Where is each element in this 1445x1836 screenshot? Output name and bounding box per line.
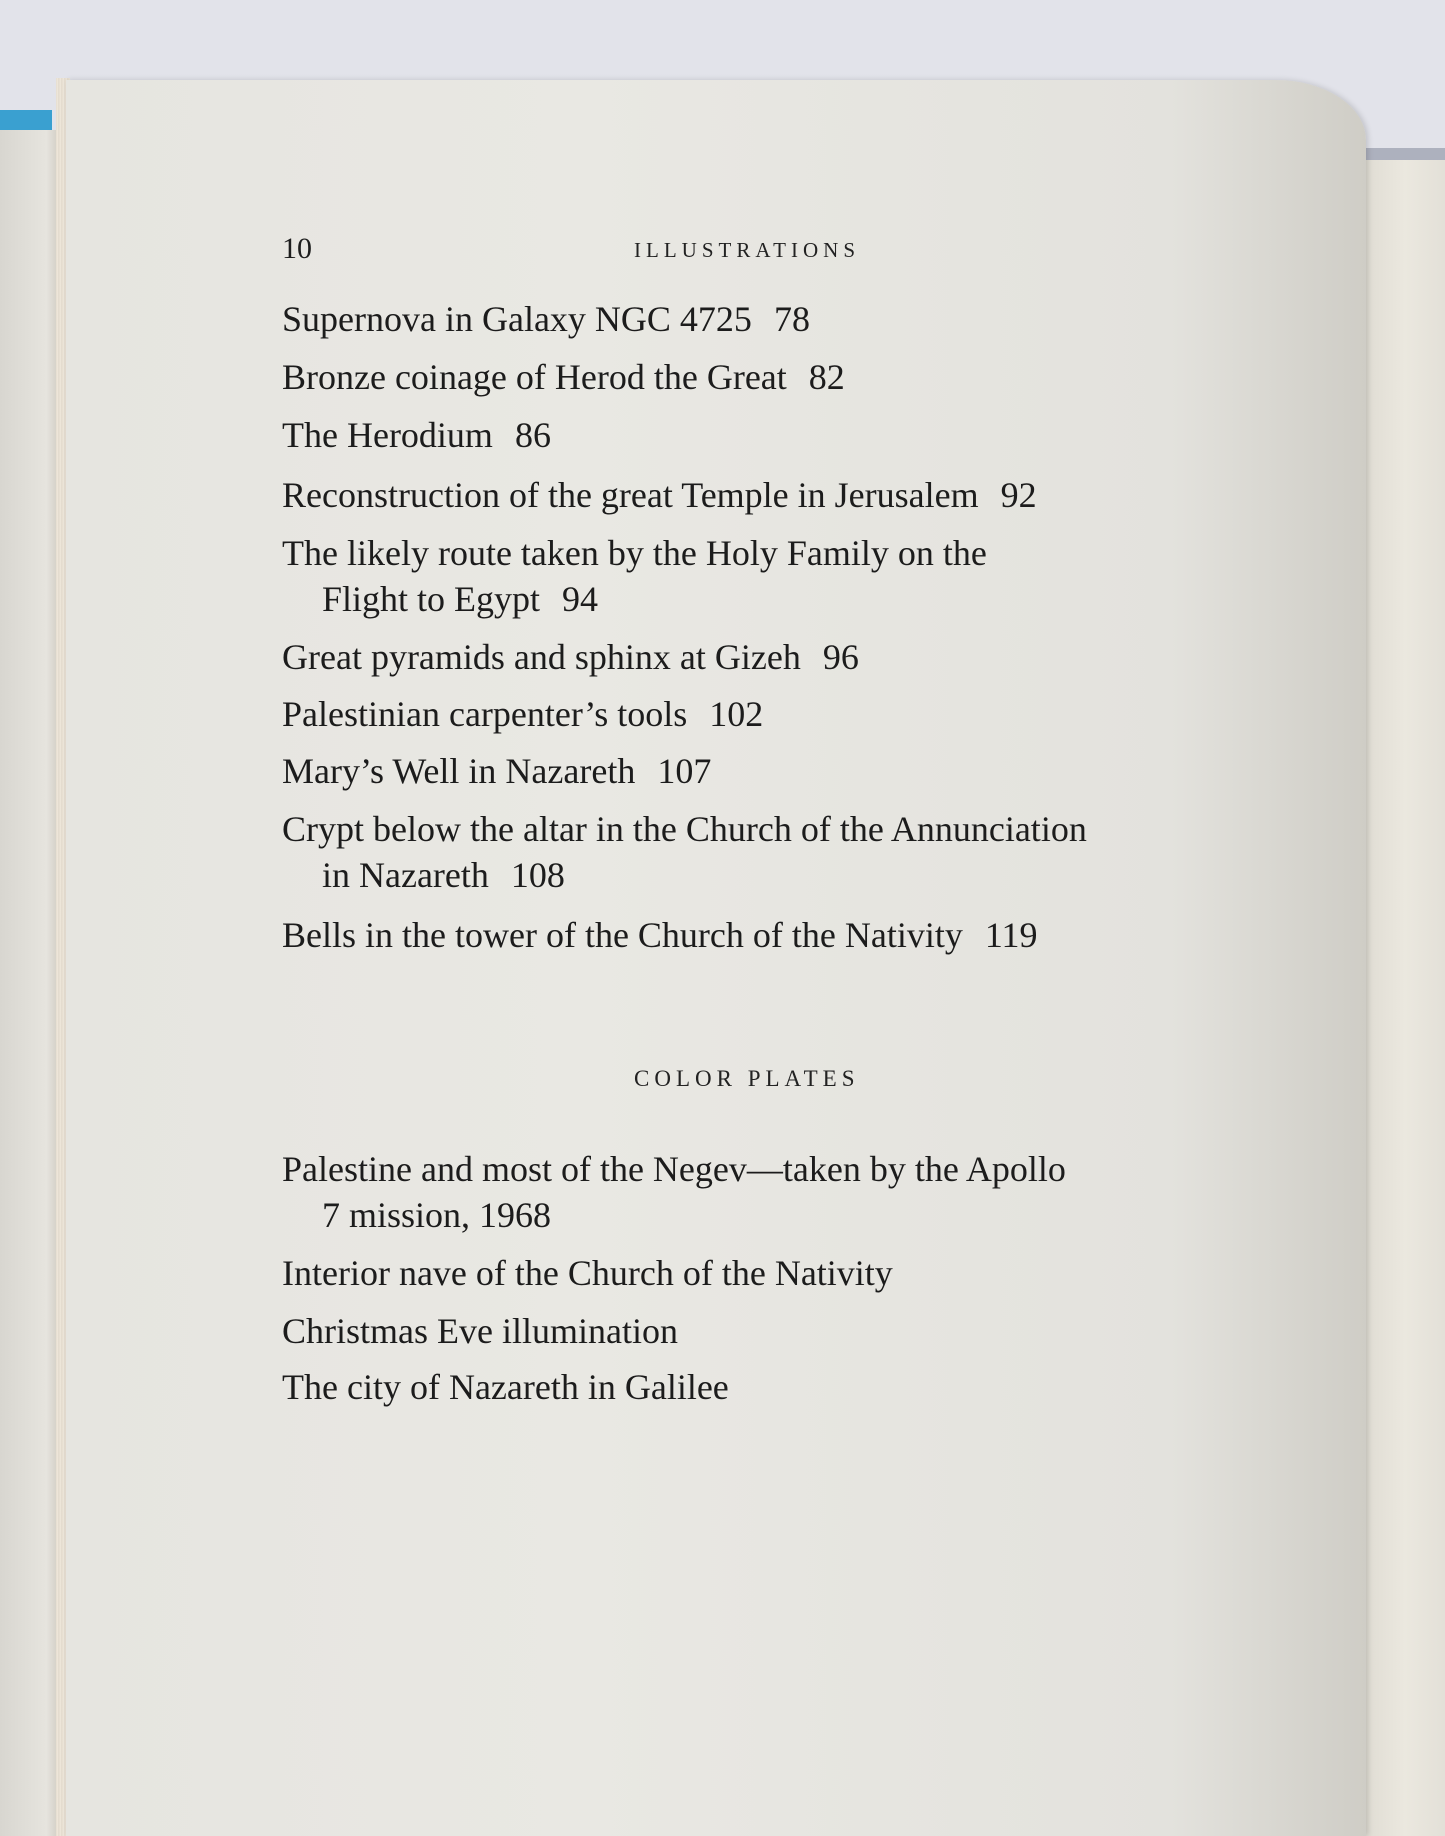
color-plates-heading: COLOR PLATES xyxy=(634,1066,860,1091)
list-item xyxy=(282,691,763,737)
entry-title: The likely route taken by the Holy Family on the xyxy=(282,533,987,573)
list-item xyxy=(282,1250,893,1296)
entry-page: 102 xyxy=(709,694,764,734)
entry-title-continued: Flight to Egypt xyxy=(322,579,541,619)
entry-page: 94 xyxy=(562,579,599,619)
entry-title: Bronze coinage of Herod the Great xyxy=(282,357,787,397)
entry-title: The Herodium xyxy=(282,415,493,455)
list-item xyxy=(282,296,810,342)
book-page xyxy=(66,80,1366,1836)
running-head: ILLUSTRATIONS xyxy=(634,238,860,262)
entry-page: 86 xyxy=(514,415,551,455)
plate-title: Palestine and most of the Negev—taken by the Apollo xyxy=(282,1149,1066,1189)
list-item xyxy=(282,1364,729,1410)
entry-title: Crypt below the altar in the Church of the Annunciation xyxy=(282,809,1087,849)
entry-title: Reconstruction of the great Temple in Jerusalem xyxy=(282,475,979,515)
plate-title-continued: 7 mission, 1968 xyxy=(322,1195,552,1235)
list-item xyxy=(282,1308,678,1354)
plate-title: The city of Nazareth in Galilee xyxy=(282,1367,729,1407)
entry-page: 82 xyxy=(808,357,845,397)
entry-page: 119 xyxy=(984,915,1038,955)
plate-title: Interior nave of the Church of the Nativity xyxy=(282,1253,893,1293)
list-item xyxy=(282,530,987,622)
entry-page: 92 xyxy=(1000,475,1037,515)
list-item xyxy=(282,412,551,458)
entry-title: Great pyramids and sphinx at Gizeh xyxy=(282,637,801,677)
entry-page: 78 xyxy=(773,299,810,339)
list-item xyxy=(282,354,845,400)
list-item xyxy=(282,1146,1066,1238)
entry-title-continued: in Nazareth xyxy=(322,855,489,895)
plate-title: Christmas Eve illumination xyxy=(282,1311,678,1351)
entry-title: Bells in the tower of the Church of the Nativity xyxy=(282,915,963,955)
list-item xyxy=(282,472,1037,518)
list-item xyxy=(282,748,711,794)
list-item xyxy=(282,634,859,680)
list-item xyxy=(282,912,1038,958)
entry-page: 108 xyxy=(510,855,565,895)
entry-page: 96 xyxy=(822,637,859,677)
list-item xyxy=(282,806,1087,898)
entry-title: Supernova in Galaxy NGC 4725 xyxy=(282,299,752,339)
entry-title: Palestinian carpenter’s tools xyxy=(282,694,688,734)
previous-page-stack xyxy=(0,130,58,1836)
bookmark-ribbon xyxy=(0,110,52,130)
entry-title: Mary’s Well in Nazareth xyxy=(282,751,636,791)
page-number: 10 xyxy=(282,232,312,265)
entry-page: 107 xyxy=(657,751,712,791)
